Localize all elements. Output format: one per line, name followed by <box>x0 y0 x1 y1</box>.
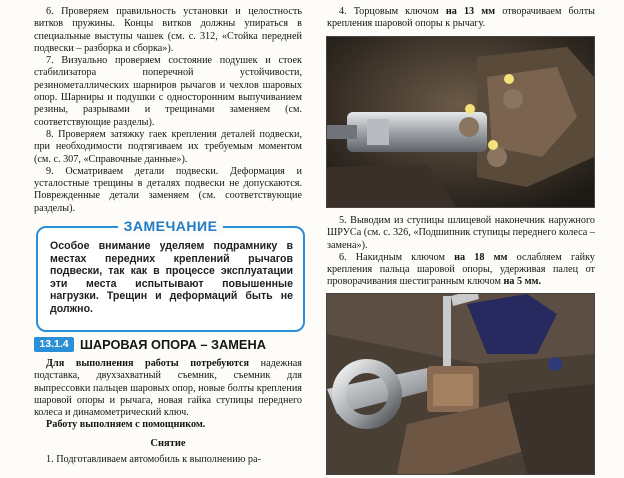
note-text: Особое внимание уделяем подрамнику в местах передних креплений рычагов подвески, так как в процессе эксплуатации эти места испытывают повышенные нагрузки. Трещин и деформаций быть не должно. <box>50 240 293 315</box>
step-6 <box>327 252 595 289</box>
tools-paragraph <box>34 358 302 419</box>
photo-ball-joint-bolts <box>326 36 595 208</box>
section-heading <box>34 336 304 354</box>
note-box <box>36 218 305 332</box>
assistant-text: Работу выполняем с помощником. <box>46 419 206 431</box>
paragraph-9: 9. Осматриваем детали подвески. Деформация и усталостные трещины в деталях подвески не допускаются. Поврежденные детали заменяем (см. соответствующие разделы). <box>34 165 302 214</box>
photo-ball-joint-nut-image <box>327 294 594 474</box>
step-1: 1. Подготавливаем автомобиль к выполнению ра- <box>46 453 261 465</box>
step-4-text-a: 4. Торцовым ключом <box>339 6 446 17</box>
photo-ball-joint-bolts-image <box>327 37 594 207</box>
right-column-top <box>327 6 595 31</box>
tools-lead: Для выполнения работы потребуются <box>46 358 250 369</box>
step-4-size: на 13 мм <box>445 6 496 17</box>
step-6-size-a: на 18 мм <box>454 251 508 263</box>
step-4 <box>327 6 595 31</box>
left-column <box>34 6 302 215</box>
step-6-text-b: ослабляем гайку крепления пальца шаровой опоры, удерживая палец от проворачивания шестигранным ключом <box>327 251 596 288</box>
removal-subheading: Снятие <box>150 437 186 449</box>
work-instructions <box>34 358 302 466</box>
paragraph-6: 6. Проверяем правильность установки и целостность витков пружины. Концы витков должны упираться в специальные выступы чашек (см. с. 312, «Стойка передней подвески – разборка и сборка»). <box>34 6 302 54</box>
right-column-middle <box>327 215 595 289</box>
paragraph-8: 8. Проверяем затяжку гаек крепления деталей подвески, при необходимости подтягиваем их требуемым моментом (см. с. 307, «Справочные данные»). <box>34 128 302 165</box>
paragraph-7: 7. Визуально проверяем состояние подушек и стоек стабилизатора поперечной устойчивости, резинометаллических шарниров рычагов и чехлов шаровых опор. Шарниры и подушки с односторонним выпучиванием резины, разрывами и трещинами заменяем (см. соответствующие разделы). <box>34 55 302 128</box>
step-6-text-a: 6. Накидным ключом <box>339 251 455 263</box>
step-5: 5. Выводим из ступицы шлицевой наконечник наружного ШРУСа (см. с. 326, «Подшипник ступицы переднего колеса – замена»). <box>327 215 595 251</box>
step-6-size-b: на 5 мм. <box>503 276 542 288</box>
tools-list: надежная подставка, двухзахватный съемник, съемник для выпрессовки пальцев шаровых опор, новые болты крепления шаровой опоры и рычага, новая гайка ступицы переднего колеса и динамометрический ключ. <box>34 358 302 419</box>
section-number-badge: 13.1.4 <box>34 337 74 352</box>
note-title: ЗАМЕЧАНИЕ <box>118 218 224 234</box>
assistant-note <box>34 419 302 431</box>
section-title: ШАРОВАЯ ОПОРА – ЗАМЕНА <box>80 337 266 352</box>
step-4-text-b: отворачиваем болты крепления шаровой опоры к рычагу. <box>327 6 595 30</box>
photo-ball-joint-nut <box>326 293 595 475</box>
